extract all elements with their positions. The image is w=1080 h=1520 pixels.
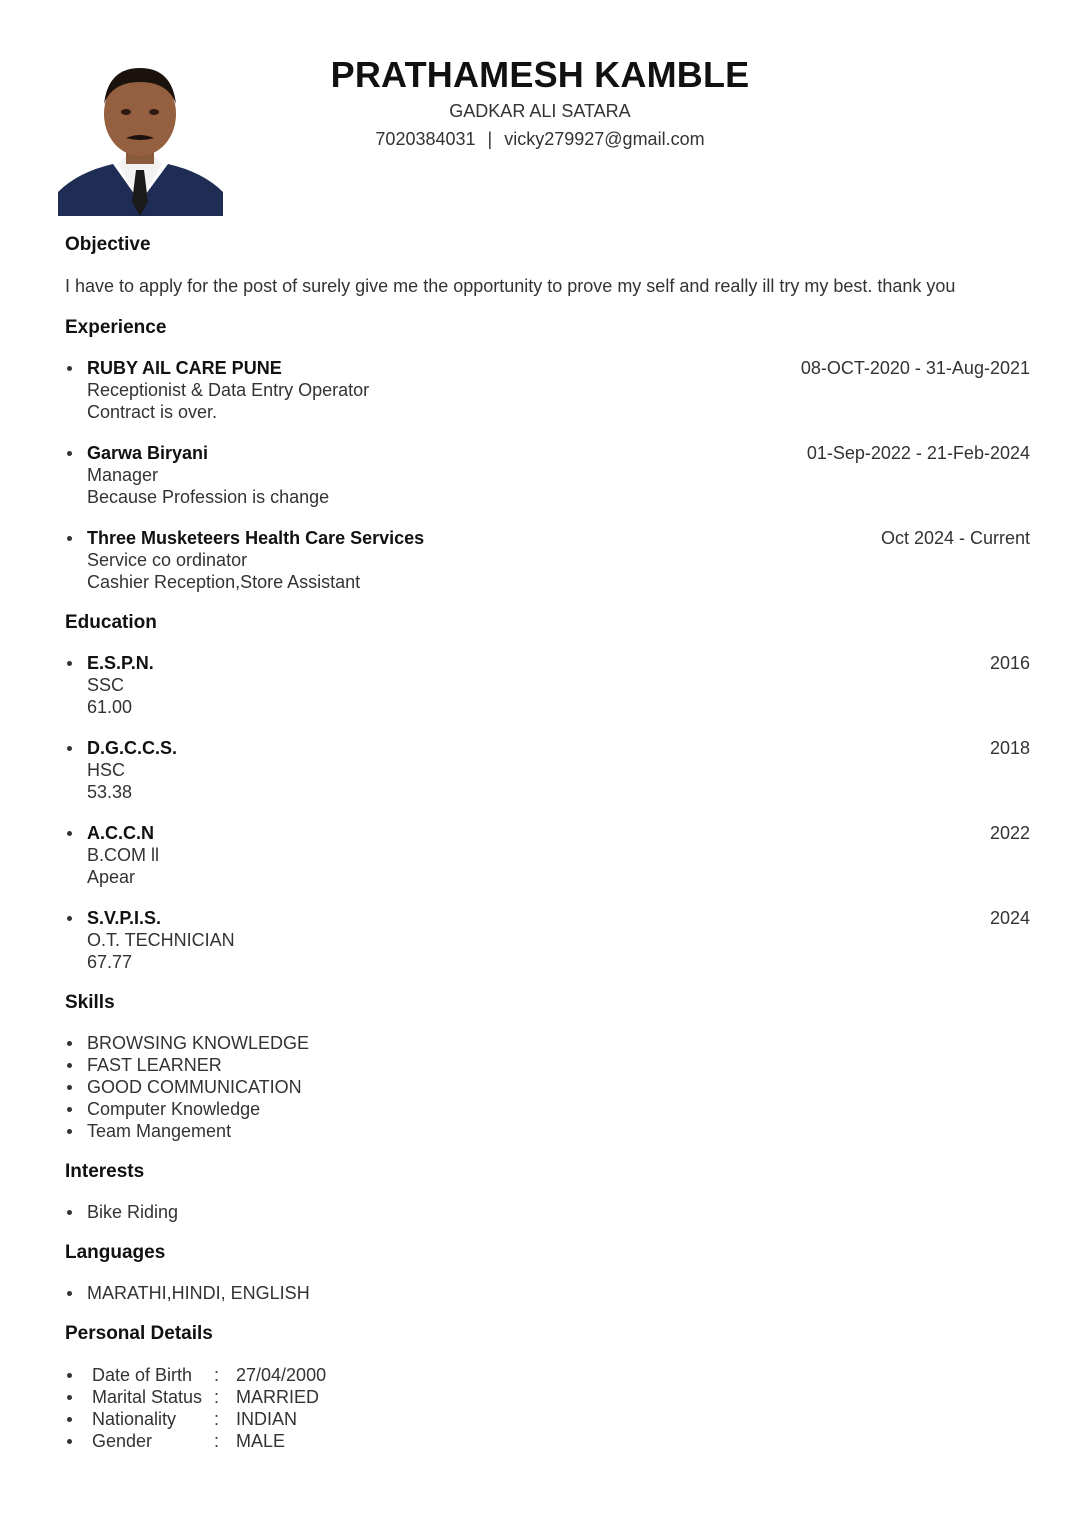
education-year: 2018 bbox=[989, 738, 1030, 758]
skills-list bbox=[65, 1032, 1030, 1142]
interest-item: Bike Riding bbox=[65, 1201, 1030, 1223]
section-title-personal-details: Personal Details bbox=[65, 1323, 213, 1344]
section-title-skills: Skills bbox=[65, 992, 115, 1013]
detail-value: MARRIED bbox=[236, 1387, 320, 1407]
detail-value: 27/04/2000 bbox=[236, 1365, 327, 1385]
section-title-education: Education bbox=[65, 612, 157, 633]
personal-detail-row bbox=[65, 1430, 1030, 1452]
contact-separator: | bbox=[487, 129, 493, 149]
email-address: vicky279927@gmail.com bbox=[504, 129, 705, 149]
job-role: Manager bbox=[87, 465, 159, 485]
job-note: Contract is over. bbox=[87, 402, 218, 422]
course-score: 53.38 bbox=[87, 782, 133, 802]
company-name: Three Musketeers Health Care Services bbox=[87, 528, 425, 548]
languages-list bbox=[65, 1282, 1030, 1304]
detail-colon: : bbox=[214, 1387, 220, 1407]
resume-body bbox=[65, 232, 1030, 1452]
course-name: SSC bbox=[87, 675, 125, 695]
skill-item: GOOD COMMUNICATION bbox=[65, 1076, 1030, 1098]
section-title-languages: Languages bbox=[65, 1242, 166, 1263]
school-name: D.G.C.C.S. bbox=[87, 738, 178, 758]
personal-detail-row bbox=[65, 1386, 1030, 1408]
course-name: HSC bbox=[87, 760, 126, 780]
detail-colon: : bbox=[214, 1409, 220, 1429]
course-name: B.COM ll bbox=[87, 845, 159, 865]
employment-dates: 08-OCT-2020 - 31-Aug-2021 bbox=[800, 358, 1030, 378]
job-note: Because Profession is change bbox=[87, 487, 330, 507]
detail-colon: : bbox=[214, 1431, 220, 1451]
education-item bbox=[65, 822, 1030, 888]
employment-dates: 01-Sep-2022 - 21-Feb-2024 bbox=[806, 443, 1030, 463]
experience-item bbox=[65, 442, 1030, 508]
education-item bbox=[65, 652, 1030, 718]
detail-label: Marital Status bbox=[92, 1387, 203, 1407]
personal-details-section bbox=[65, 1321, 1030, 1452]
education-year: 2024 bbox=[989, 908, 1030, 928]
detail-value: INDIAN bbox=[236, 1409, 298, 1429]
education-item bbox=[65, 907, 1030, 973]
skill-item: FAST LEARNER bbox=[65, 1054, 1030, 1076]
personal-detail-row bbox=[65, 1364, 1030, 1386]
skill-item: Computer Knowledge bbox=[65, 1098, 1030, 1120]
job-role: Service co ordinator bbox=[87, 550, 248, 570]
personal-detail-row bbox=[65, 1408, 1030, 1430]
experience-list bbox=[65, 357, 1030, 593]
address: GADKAR ALI SATARA bbox=[449, 101, 631, 121]
skill-item: Team Mangement bbox=[65, 1120, 1030, 1142]
section-title-objective: Objective bbox=[65, 234, 151, 255]
detail-label: Date of Birth bbox=[92, 1365, 193, 1385]
objective-text: I have to apply for the post of surely give me the opportunity to prove my self and really ill try my best. thank you bbox=[65, 276, 956, 296]
language-item: MARATHI,HINDI, ENGLISH bbox=[65, 1282, 1030, 1304]
company-name: RUBY AIL CARE PUNE bbox=[87, 358, 282, 378]
detail-value: MALE bbox=[236, 1431, 286, 1451]
profile-photo bbox=[58, 52, 223, 216]
person-portrait-icon bbox=[58, 52, 223, 216]
school-name: A.C.C.N bbox=[87, 823, 154, 843]
education-list bbox=[65, 652, 1030, 973]
resume-header bbox=[230, 54, 850, 150]
course-score: 67.77 bbox=[87, 952, 133, 972]
detail-label: Gender bbox=[92, 1431, 153, 1451]
education-item bbox=[65, 737, 1030, 803]
company-name: Garwa Biryani bbox=[87, 443, 209, 463]
section-title-experience: Experience bbox=[65, 317, 167, 338]
experience-item bbox=[65, 357, 1030, 423]
interests-section bbox=[65, 1159, 1030, 1223]
skills-section bbox=[65, 990, 1030, 1142]
candidate-name: PRATHAMESH KAMBLE bbox=[330, 54, 750, 95]
course-score: 61.00 bbox=[87, 697, 133, 717]
job-role: Receptionist & Data Entry Operator bbox=[87, 380, 370, 400]
phone-number: 7020384031 bbox=[375, 129, 476, 149]
education-year: 2016 bbox=[989, 653, 1030, 673]
experience-item bbox=[65, 527, 1030, 593]
section-title-interests: Interests bbox=[65, 1161, 145, 1182]
personal-details-list bbox=[65, 1364, 1030, 1452]
languages-section bbox=[65, 1240, 1030, 1304]
contact-line bbox=[230, 128, 850, 150]
job-note: Cashier Reception,Store Assistant bbox=[87, 572, 361, 592]
education-year: 2022 bbox=[989, 823, 1030, 843]
employment-dates: Oct 2024 - Current bbox=[880, 528, 1030, 548]
school-name: S.V.P.I.S. bbox=[87, 908, 162, 928]
objective-section bbox=[65, 232, 1030, 298]
education-section bbox=[65, 610, 1030, 973]
school-name: E.S.P.N. bbox=[87, 653, 154, 673]
course-score: Apear bbox=[87, 867, 136, 887]
course-name: O.T. TECHNICIAN bbox=[87, 930, 235, 950]
interests-list bbox=[65, 1201, 1030, 1223]
detail-label: Nationality bbox=[92, 1409, 177, 1429]
experience-section bbox=[65, 315, 1030, 593]
detail-colon: : bbox=[214, 1365, 220, 1385]
skill-item: BROWSING KNOWLEDGE bbox=[65, 1032, 1030, 1054]
